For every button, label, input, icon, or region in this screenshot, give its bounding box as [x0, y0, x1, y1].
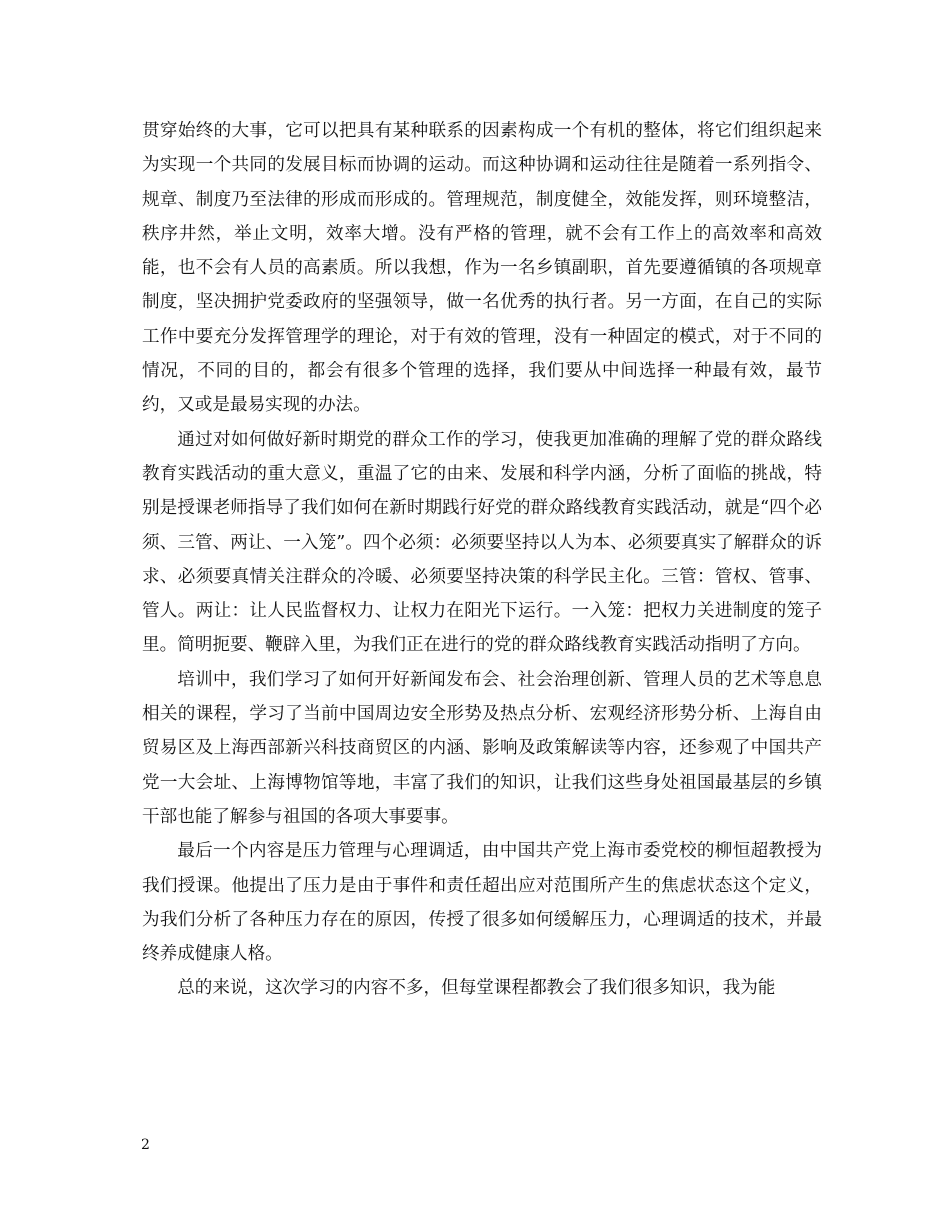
body-text [142, 114, 822, 1006]
page-number: 2 [141, 1137, 150, 1153]
paragraph-5: 总的来说，这次学习的内容不多，但每堂课程都教会了我们很多知识，我为能 [177, 978, 776, 999]
paragraph-3: 培训中，我们学习了如何开好新闻发布会、社会治理创新、管理人员的艺术等息息相关的课程，学习了当前中国周边安全形势及热点分析、宏观经济形势分析、上海自由贸易区及上海西部新兴科技商贸区的内涵、影响及政策解读等内容，还参观了中国共产党一大会址、上海博物馆等地，丰富了我们的知识，让我们这些身处祖国最基层的乡镇干部也能了解参与祖国的各项大事要事。 [142, 669, 822, 827]
paragraph-4: 最后一个内容是压力管理与心理调适，由中国共产党上海市委党校的柳恒超教授为我们授课。他提出了压力是由于事件和责任超出应对范围所产生的焦虑状态这个定义，为我们分析了各种压力存在的原因，传授了很多如何缓解压力，心理调适的技术，并最终养成健康人格。 [142, 841, 822, 965]
paragraph-2: 通过对如何做好新时期党的群众工作的学习，使我更加准确的理解了党的群众路线教育实践活动的重大意义，重温了它的由来、发展和科学内涵，分析了面临的挑战，特别是授课老师指导了我们如何在新时期践行好党的群众路线教育实践活动，就是“四个必须、三管、两让、一入笼”。四个必须：必须要坚持以人为本、必须要真实了解群众的诉求、必须要真情关注群众的冷暖、必须要坚持决策的科学民主化。三管：管权、管事、管人。两让：让人民监督权力、让权力在阳光下运行。一入笼：把权力关进制度的笼子里。简明扼要、鞭辟入里，为我们正在进行的党的群众路线教育实践活动指明了方向。 [142, 429, 822, 656]
paragraph-1: 贯穿始终的大事，它可以把具有某种联系的因素构成一个有机的整体，将它们组织起来为实现一个共同的发展目标而协调的运动。而这种协调和运动往往是随着一系列指令、规章、制度乃至法律的形成而形成的。管理规范，制度健全，效能发挥，则环境整洁，秩序井然，举止文明，效率大增。没有严格的管理，就不会有工作上的高效率和高效能，也不会有人员的高素质。所以我想，作为一名乡镇副职，首先要遵循镇的各项规章制度，坚决拥护党委政府的坚强领导，做一名优秀的执行者。另一方面，在自己的实际工作中要充分发挥管理学的理论，对于有效的管理，没有一种固定的模式，对于不同的情况，不同的目的，都会有很多个管理的选择，我们要从中间选择一种最有效，最节约，又或是最易实现的办法。 [142, 121, 822, 416]
